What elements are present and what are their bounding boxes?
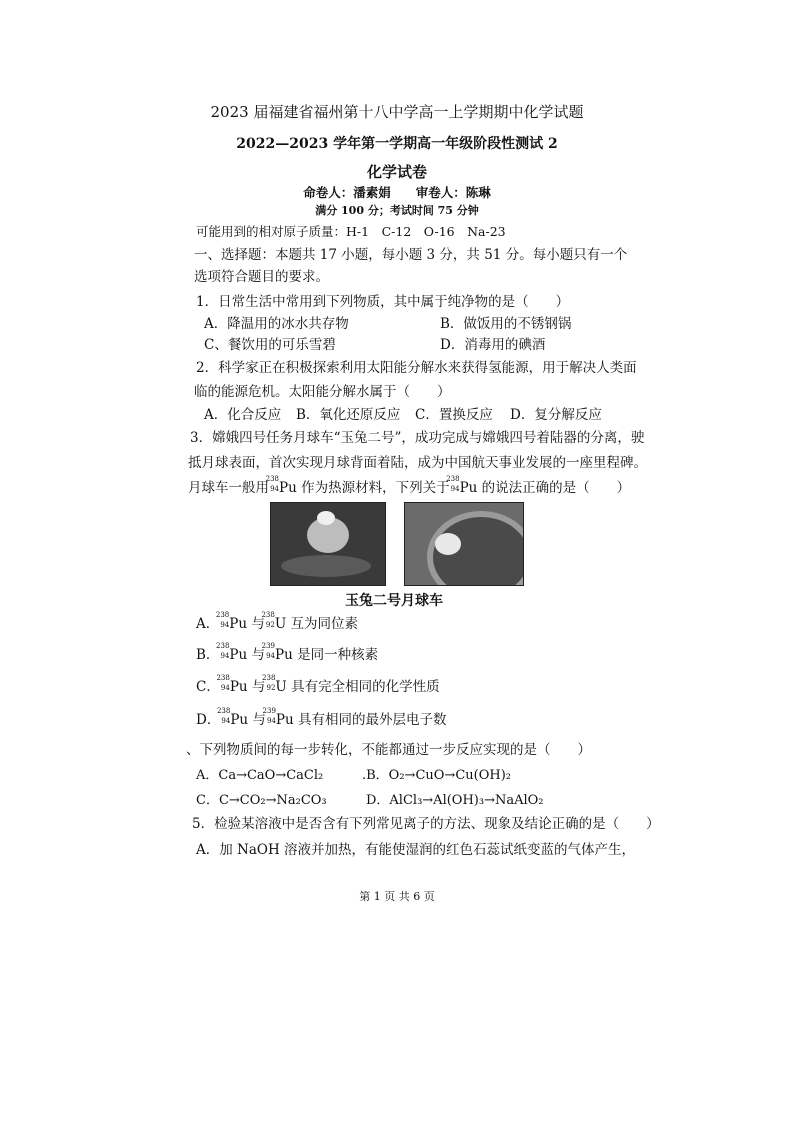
- q1-option-c: C、餐饮用的可乐雪碧: [204, 337, 336, 353]
- exam-subtitle: 2022—2023 学年第一学期高一年级阶段性测试 2: [236, 136, 558, 152]
- pu238-symbol-prefix: 238 94: [265, 475, 279, 493]
- section-heading-line1: 一、选择题：本题共 17 小题，每小题 3 分，共 51 分。每小题只有一个: [194, 247, 628, 263]
- q2-option-b: B．氧化还原反应: [296, 407, 401, 423]
- exam-title: 2023 届福建省福州第十八中学高一上学期期中化学试题: [210, 103, 584, 121]
- q3-option-c: C． 238 94 Pu 与 238 92 U 具有完全相同的化学性质: [196, 674, 440, 695]
- q3-stem-line3: 月球车一般用 238 94 Pu 作为热源材料，下列关于 238 94 Pu 的说法正确的是（ ）: [188, 475, 631, 496]
- paper-name: 化学试卷: [366, 163, 427, 181]
- q4-stem: 、下列物质间的每一步转化，不能都通过一步反应实现的是（ ）: [186, 742, 591, 758]
- q4-option-b: .B．O₂→CuO→Cu(OH)₂: [362, 768, 511, 783]
- q2-option-a: A．化合反应: [204, 407, 282, 423]
- q2-stem-line1: 2．科学家正在积极探索利用太阳能分解水来获得氢能源，用于解决人类面: [196, 360, 637, 376]
- q1-option-a: A．降温用的冰水共存物: [204, 316, 349, 332]
- q3-stem-line1: 3．嫦娥四号任务月球车“玉兔二号”，成功完成与嫦娥四号着陆器的分离，驶: [190, 430, 645, 446]
- q2-option-d: D．复分解反应: [510, 407, 602, 423]
- q5-option-a: A．加 NaOH 溶液并加热，有能使湿润的红色石蕊试纸变蓝的气体产生，: [196, 842, 636, 858]
- section-heading-line2: 选项符合题目的要求。: [194, 269, 329, 285]
- q1-option-b: B．做饭用的不锈钢锅: [440, 316, 572, 332]
- q5-stem: 5．检验某溶液中是否含有下列常见离子的方法、现象及结论正确的是（ ）: [192, 816, 660, 832]
- authors-line: 命卷人：潘素娟 审卷人：陈琳: [303, 185, 491, 200]
- q3-option-d: D． 238 94 Pu 与 239 94 Pu 具有相同的最外层电子数: [196, 707, 447, 728]
- q3-option-b: B． 238 94 Pu 与 239 94 Pu 是同一种核素: [196, 642, 379, 663]
- q4-option-d: D．AlCl₃→Al(OH)₃→NaAlO₂: [366, 793, 544, 808]
- q4-option-a: A．Ca→CaO→CaCl₂: [196, 768, 324, 783]
- score-time-line: 满分 100 分；考试时间 75 分钟: [315, 204, 479, 217]
- q4-option-c: C．C→CO₂→Na₂CO₃: [196, 793, 327, 808]
- rover-photo-right: [404, 502, 524, 586]
- q1-option-d: D．消毒用的碘酒: [440, 337, 546, 353]
- atomic-masses: 可能用到的相对原子质量：H-1 C-12 O-16 Na-23: [196, 224, 506, 239]
- q1-stem: 1．日常生活中常用到下列物质，其中属于纯净物的是（ ）: [196, 294, 570, 310]
- rover-photo-caption: 玉兔二号月球车: [345, 593, 443, 609]
- q2-stem-line2: 临的能源危机。太阳能分解水属于（ ）: [194, 384, 451, 400]
- page-number: 第 1 页 共 6 页: [359, 890, 435, 903]
- rover-photo-left: [270, 502, 386, 586]
- q3-option-a: A． 238 94 Pu 与 238 92 U 互为同位素: [196, 611, 358, 632]
- q2-option-c: C．置换反应: [415, 407, 493, 423]
- q3-stem-line2: 抵月球表面，首次实现月球背面着陆，成为中国航天事业发展的一座里程碑。: [188, 455, 647, 471]
